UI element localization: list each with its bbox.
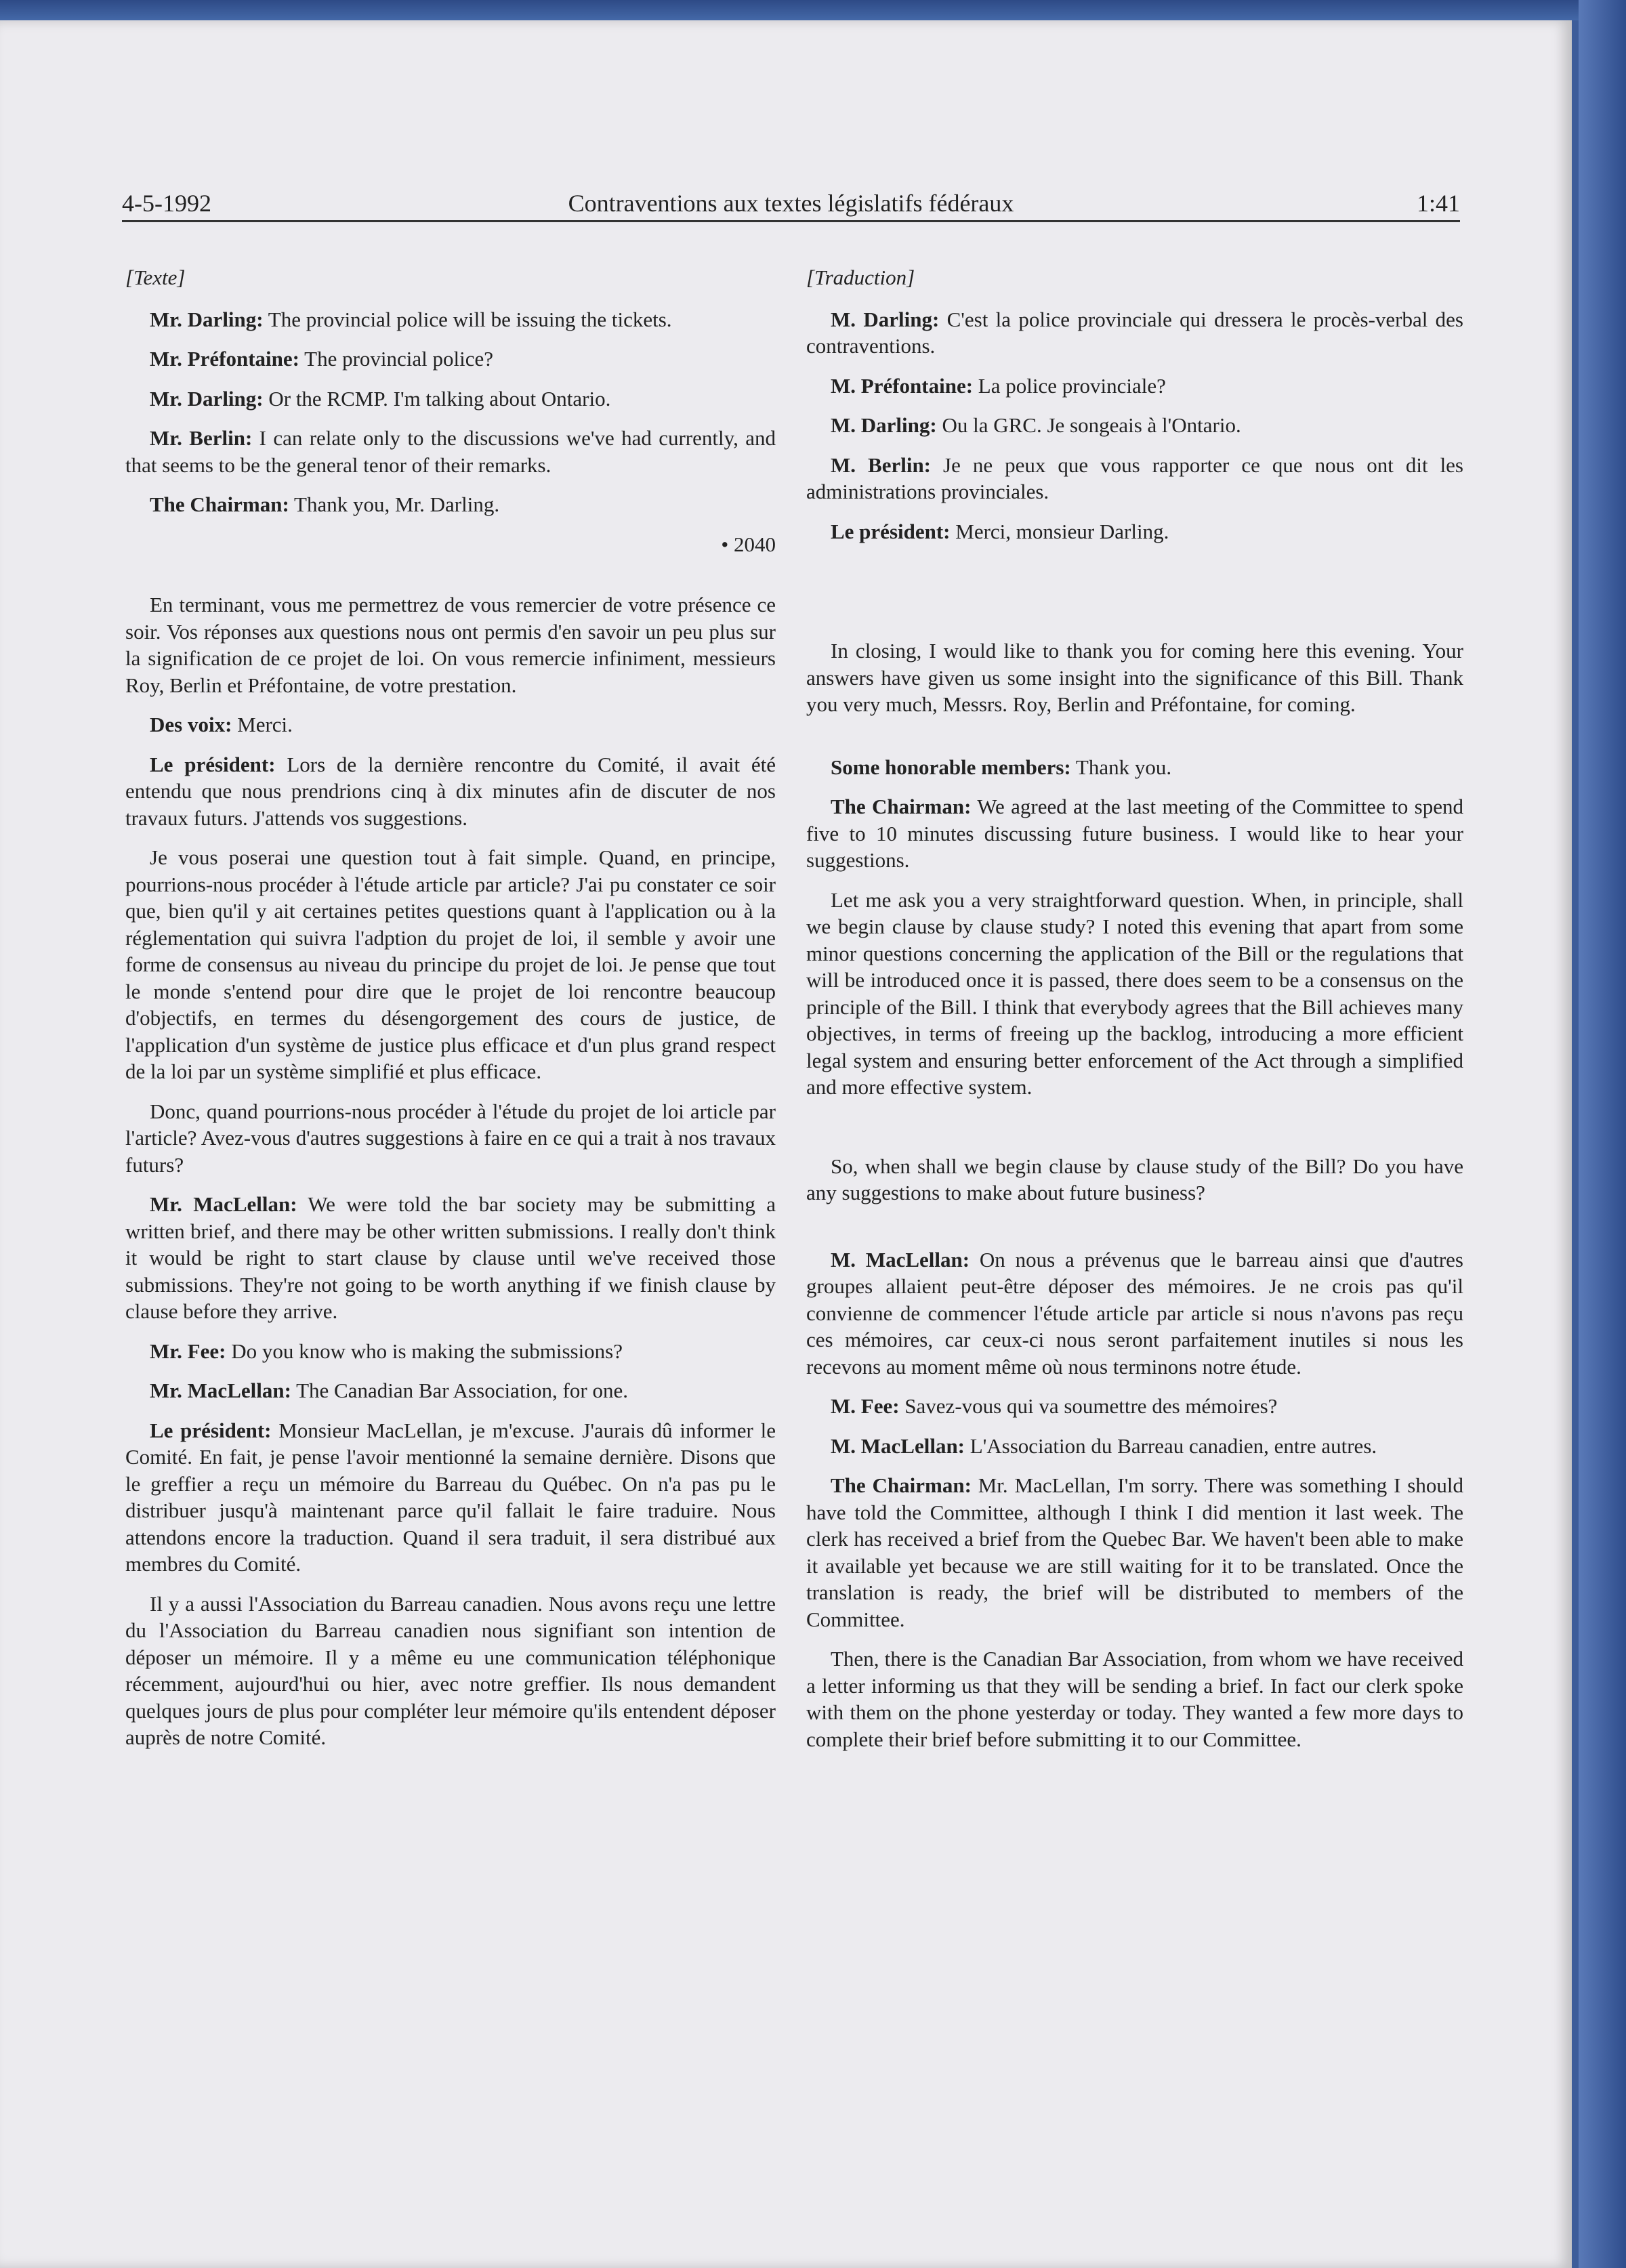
paragraph — [125, 491, 776, 518]
spacer — [806, 558, 1463, 637]
paragraph — [125, 1417, 776, 1578]
speaker-name: Le président: — [150, 752, 276, 776]
speaker-name: M. Préfontaine: — [831, 373, 974, 398]
time-marker: • 2040 — [721, 532, 776, 556]
paragraph — [125, 751, 776, 832]
paragraph — [125, 1098, 776, 1179]
paragraph-text: Je ne peux que vous rapporter ce que nous ont dit les administrations provinciales. — [806, 453, 1463, 503]
header-page-number: 1:41 — [1416, 190, 1460, 217]
paragraph — [806, 1153, 1463, 1206]
paragraph — [125, 1338, 776, 1365]
paragraph — [125, 345, 776, 373]
paragraph — [125, 425, 776, 478]
speaker-name: Mr. Fee: — [150, 1339, 226, 1363]
column-label: [Texte] — [125, 266, 186, 289]
speaker-name: Le président: — [150, 1418, 272, 1442]
paragraph-text: Do you know who is making the submissions? — [226, 1339, 623, 1363]
speaker-name: Mr. Darling: — [150, 386, 264, 411]
speaker-name: M. Darling: — [831, 413, 937, 437]
speaker-name: Mr. MacLellan: — [150, 1379, 291, 1402]
paragraph-text: Then, there is the Canadian Bar Association, from whom we have received a letter informing us that they will be sending a brief. In fact our clerk spoke with them on the phone yesterday or today. They wanted a few more days to complete their brief before submitting it to our Committee. — [806, 1647, 1463, 1751]
speaker-name: Le président: — [831, 519, 951, 543]
paragraph-text: The provincial police will be issuing the tickets. — [263, 307, 672, 331]
speaker-name: The Chairman: — [150, 492, 289, 516]
paragraph-text: Monsieur MacLellan, je m'excuse. J'aurais dû informer le Comité. En fait, je pense l'avoir mentionné la semaine dernière. Disons que le greffier a reçu un mémoire du Barreau du Québec. On n'a pas pu le distribuer jusqu'à maintenant parce qu'il fallait le faire traduire. Nous attendons encore la traduction. Quand il sera traduit, il sera distribué aux membres du Comité. — [125, 1418, 776, 1576]
paragraph-text: Thank you, Mr. Darling. — [289, 492, 500, 516]
paragraph-text: Merci. — [232, 713, 293, 736]
speaker-name: Mr. MacLellan: — [150, 1192, 297, 1216]
paragraph — [806, 1645, 1463, 1752]
speaker-name: M. MacLellan: — [831, 1247, 970, 1272]
speaker-name: Mr. Darling: — [150, 307, 264, 331]
speaker-name: The Chairman: — [831, 795, 972, 818]
paragraph-text: Mr. MacLellan, I'm sorry. There was something I should have told the Committee, although I think I did mention it last week. The clerk has received a brief from the Quebec Bar. We haven't been able to make it available yet because we are still waiting for it to be translated. Once the translation is ready, the brief will be distributed to members of the Committee. — [806, 1473, 1463, 1631]
paragraph-text: C'est la police provinciale qui dressera le procès-verbal des contraventions. — [806, 307, 1463, 358]
paragraph-text: Lors de la dernière rencontre du Comité, il avait été entendu que nous prendrions cinq à dix minutes afin de discuter de nos travaux futurs. J'attends vos suggestions. — [125, 752, 776, 830]
paragraph — [125, 306, 776, 333]
paragraph-text: En terminant, vous me permettrez de vous remercier de votre présence ce soir. Vos réponses aux questions nous ont permis d'en savoir un peu plus sur la signification de ce projet de loi. On vous remercie infiniment, messieurs Roy, Berlin et Préfontaine, de votre prestation. — [125, 593, 776, 697]
paragraph — [806, 1433, 1463, 1460]
paragraph-text: Il y a aussi l'Association du Barreau canadien. Nous avons reçu une lettre du l'Association du Barreau canadien nous signifiant son intention de déposer un mémoire. Il y a même eu une communication téléphonique récemment, aujourd'hui ou hier, avec notre greffier. Ils nous demandent quelques jours de plus pour compléter leur mémoire qu'ils entendent déposer auprès de notre Comité. — [125, 1591, 776, 1749]
speaker-name: The Chairman: — [831, 1473, 972, 1497]
paragraph-text: La police provinciale? — [973, 373, 1166, 398]
paragraph-text: Donc, quand pourrions-nous procéder à l'étude du projet de loi article par l'article? Avez-vous d'autres suggestions à faire en ce qui a trait à nos travaux futurs? — [125, 1099, 776, 1177]
header-title: Contraventions aux textes législatifs fédéraux — [568, 190, 1014, 217]
paragraph — [806, 1393, 1463, 1420]
binder-edge-top — [0, 0, 1626, 20]
speaker-name: M. Darling: — [831, 307, 940, 331]
paragraph-text: In closing, I would like to thank you for coming here this evening. Your answers have given us some insight into the significance of this Bill. Thank you very much, Messrs. Roy, Berlin and Préfontaine, for coming. — [806, 639, 1463, 716]
speaker-name: M. Fee: — [831, 1394, 900, 1418]
paragraph-text: Thank you. — [1070, 755, 1172, 779]
paragraph — [806, 452, 1463, 505]
paragraph — [806, 1472, 1463, 1633]
paragraph — [125, 1191, 776, 1325]
speaker-name: Mr. Préfontaine: — [150, 347, 299, 371]
paragraph — [125, 1591, 776, 1751]
paragraph-text: Savez-vous qui va soumettre des mémoires? — [899, 1394, 1278, 1418]
spacer — [125, 571, 776, 591]
paragraph-text: The Canadian Bar Association, for one. — [291, 1379, 628, 1402]
paragraph — [125, 1377, 776, 1404]
column-label: [Traduction] — [806, 266, 915, 289]
paragraph-text: On nous a prévenus que le barreau ainsi que d'autres groupes allaient peut-être déposer des mémoires. Je ne crois pas qu'il convienne de commencer l'étude article par article si nous n'avons pas reçu ces mémoires, car ceux-ci nous seront parfaitement inutiles si nous les recevons au moment même où nous terminons notre étude. — [806, 1247, 1463, 1379]
paragraph — [806, 412, 1463, 439]
paragraph — [806, 637, 1463, 718]
header-date: 4-5-1992 — [122, 190, 211, 217]
speaker-name: M. Berlin: — [831, 453, 932, 477]
paragraph-text: We agreed at the last meeting of the Committee to spend five to 10 minutes discussing future business. I would like to hear your suggestions. — [806, 795, 1463, 872]
paragraph-text: Let me ask you a very straightforward question. When, in principle, shall we begin clause by clause study? I noted this evening that apart from some minor questions concerning the application of the Bill or the regulations that will be introduced once it is passed, there does seem to be a consensus on the principle of the Bill. I think that everybody agrees that the Bill achieves many objectives, in terms of freeing up the backlog, introducing a more efficient legal system and ensuring better enforcement of the Act through a simplified and more effective system. — [806, 887, 1463, 1099]
paragraph-text: So, when shall we begin clause by clause study of the Bill? Do you have any suggestions to make about future business? — [806, 1154, 1463, 1204]
paragraph-text: The provincial police? — [299, 347, 494, 371]
paragraph — [806, 1246, 1463, 1381]
paragraph-text: Merci, monsieur Darling. — [950, 519, 1169, 543]
document-page — [0, 20, 1572, 2268]
paragraph — [806, 793, 1463, 874]
paragraph — [806, 754, 1463, 781]
speaker-name: Some honorable members: — [831, 755, 1071, 779]
paragraph — [806, 518, 1463, 545]
paragraph — [125, 844, 776, 1085]
speaker-name: M. MacLellan: — [831, 1433, 965, 1458]
spacer — [806, 1114, 1463, 1153]
right-column — [806, 264, 1463, 1765]
paragraph-text: We were told the bar society may be submitting a written brief, and there may be other written submissions. I really don't think it would be right to start clause by clause until we've received those submissions. They're not going to be worth anything if we finish clause by clause before they arrive. — [125, 1192, 776, 1323]
paragraph-text: I can relate only to the discussions we've had currently, and that seems to be the general tenor of their remarks. — [125, 426, 776, 477]
paragraph-text: Ou la GRC. Je songeais à l'Ontario. — [936, 413, 1241, 437]
left-column — [125, 264, 776, 1764]
binder-edge-right — [1579, 0, 1626, 2268]
paragraph — [125, 385, 776, 413]
paragraph-text: L'Association du Barreau canadien, entre autres. — [965, 1433, 1377, 1458]
page-header — [122, 186, 1460, 222]
paragraph — [125, 591, 776, 698]
spacer — [806, 1219, 1463, 1246]
paragraph — [806, 887, 1463, 1101]
paragraph — [806, 306, 1463, 360]
speaker-name: Mr. Berlin: — [150, 426, 253, 450]
paragraph-text: Or the RCMP. I'm talking about Ontario. — [263, 386, 611, 411]
paragraph-text: Je vous poserai une question tout à fait simple. Quand, en principe, pourrions-nous procéder à l'étude article par article? J'ai pu constater ce soir que, bien qu'il y ait certaines petites questions quant à l'application ou à la réglementation qui suivra l'adption du projet de loi, il semble y avoir une forme de consensus au niveau du principe du projet de loi. Je pense que tout le monde s'entend pour dire que le projet de loi rencontre beaucoup d'objectifs, en termes du désengorgement des cours de justice, de l'application d'un système de justice plus efficace et d'un plus grand respect de la loi par un système simplifié et plus efficace. — [125, 845, 776, 1083]
paragraph — [125, 711, 776, 738]
spacer — [806, 731, 1463, 754]
speaker-name: Des voix: — [150, 713, 232, 736]
paragraph — [806, 373, 1463, 400]
